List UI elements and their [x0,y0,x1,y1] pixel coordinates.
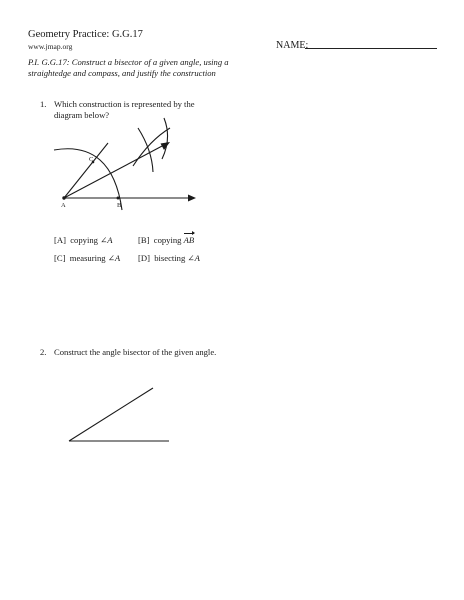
choice-a-symbol: ∠A [100,235,113,245]
choice-c-label: [C] [54,253,66,263]
choice-c-text: measuring [69,253,106,263]
choice-a-label: [A] [54,235,66,245]
point-label-c: C [89,156,94,163]
question-1-text: Which construction is represented by the diagram below? [54,99,195,120]
choice-b-text: copying [153,235,182,245]
given-angle-side [69,388,153,441]
choice-c-symbol: ∠A [107,253,121,263]
worksheet-title: Geometry Practice: G.G.17 [28,29,143,40]
choice-a-text: copying [70,235,98,245]
choice-b-ray-symbol: AB [183,235,195,245]
choice-b-label: [B] [138,235,150,245]
question-1-number: 1. [40,99,47,109]
source-website: www.jmap.org [28,42,73,51]
point-label-a: A [61,202,66,209]
name-label: NAME: [276,40,309,51]
performance-indicator: P.I. G.G.17: Construct a bisector of a given angle, using a straightedge and compass, and justify the construction [28,57,229,78]
question-2-text: Construct the angle bisector of the given angle. [54,347,217,357]
point-label-b: B [117,202,122,209]
choice-d-text: bisecting [154,253,186,263]
question-2-number: 2. [40,347,47,357]
choice-d-label: [D] [138,253,150,263]
choice-d-symbol: ∠A [187,253,200,263]
